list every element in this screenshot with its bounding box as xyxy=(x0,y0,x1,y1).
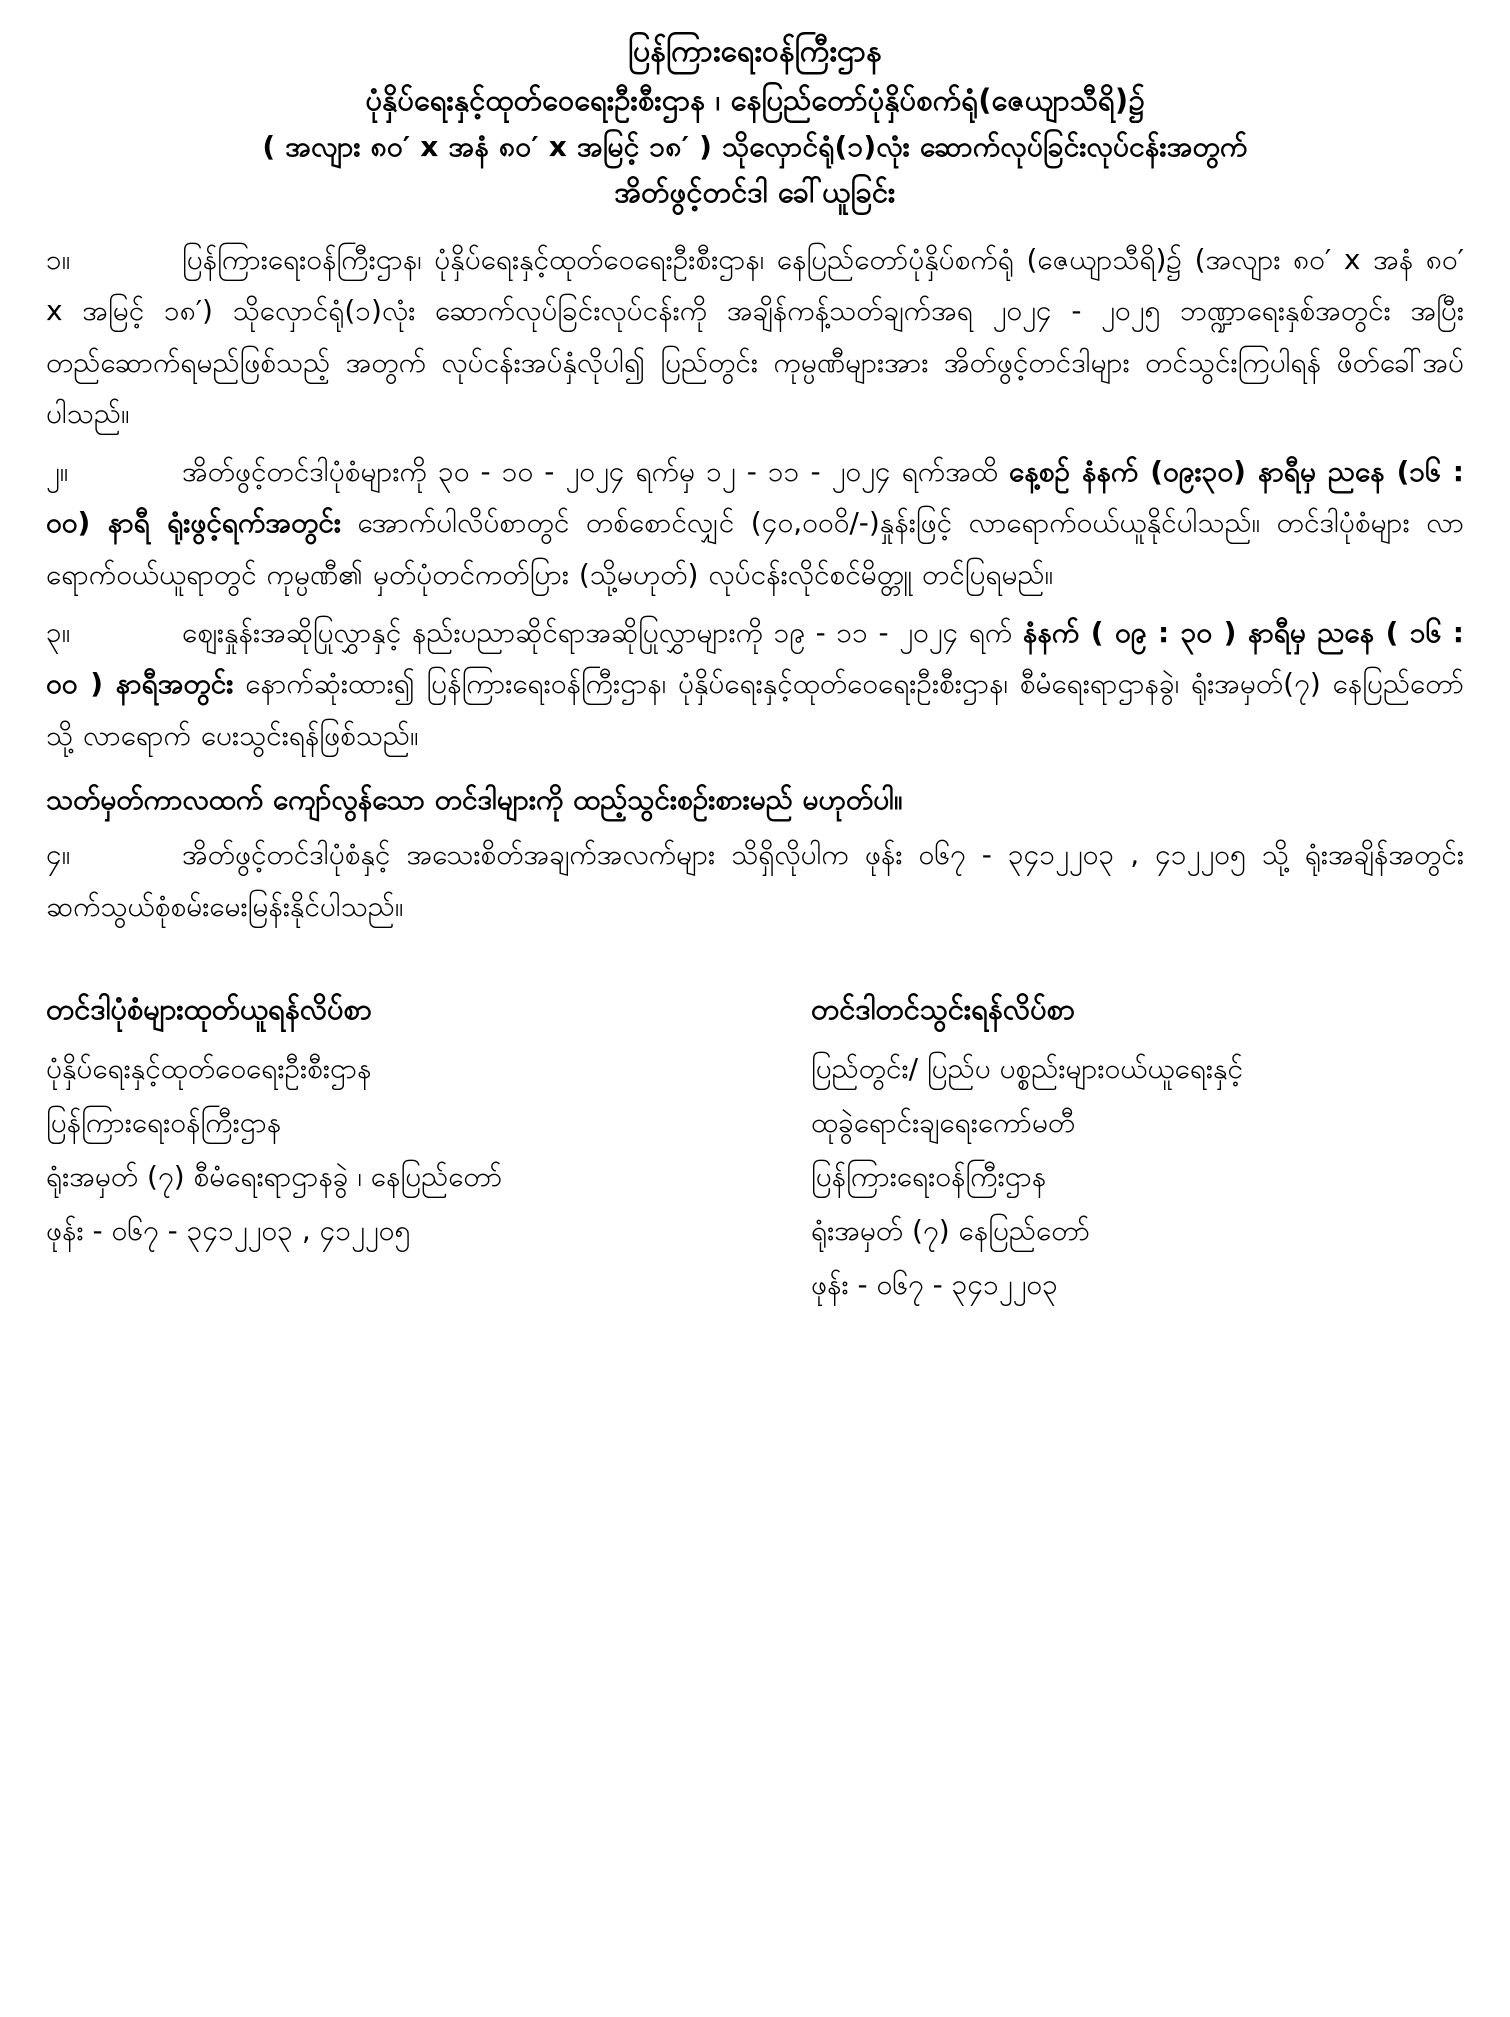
contact-right-phone: ဖုန်း - ၀၆၇ - ၃၄၁၂၂၀၃ xyxy=(811,1268,1058,1302)
contact-right-line-3: ပြန်ကြားရေးဝန်ကြီးဌာန xyxy=(811,1160,1047,1194)
paragraph-3-number: ၃။ xyxy=(46,615,71,649)
document-header xyxy=(46,28,1464,216)
header-line-department: ပုံနှိပ်ရေးနှင့်ထုတ်ဝေရေးဦးစီးဌာန ၊ နေပြည်တော်ပုံနှိပ်စက်ရုံ(ဇေယျာသီရိ)၌ xyxy=(365,82,1145,117)
paragraph-2 xyxy=(46,446,1464,601)
contact-right-line-1: ပြည်တွင်း/ ပြည်ပ ပစ္စည်းများဝယ်ယူရေးနှင့် xyxy=(811,1051,1244,1085)
contact-left-line-1: ပုံနှိပ်ရေးနှင့်ထုတ်ဝေရေးဦးစီးဌာန xyxy=(46,1051,372,1085)
paragraph-2-number: ၂။ xyxy=(46,454,69,488)
paragraph-3-segment-3: နောက်ဆုံးထား၍ ပြန်ကြားရေးဝန်ကြီးဌာန၊ ပုံနှိပ်ရေးနှင့်ထုတ်ဝေရေးဦးစီးဌာန၊ စီမံရေးရာဌာနခွဲ၊ ရုံးအမှတ်(၇) နေပြည်တော်သို့ လာရောက် ပေးသွင်းရန်ဖြစ်သည်။ xyxy=(46,667,1464,752)
contact-right-line-2: ထုခွဲရောင်းချရေးကော်မတီ xyxy=(811,1106,1076,1140)
header-line-title: အိတ်ဖွင့်တင်ဒါ ခေါ်ယူခြင်း xyxy=(614,174,896,209)
paragraph-2-segment-1: အိတ်ဖွင့်တင်ဒါပုံစံများကို ၃၀ - ၁၀ - ၂၀၂၄ ရက်မှ ၁၂ - ၁၁ - ၂၀၂၄ ရက်အထိ xyxy=(182,454,1010,488)
paragraph-3-segment-2-bold: နံနက် ( ၀၉ : ၃၀ ) နာရီမှ ညနေ ( ၁၆ : ၀၀ ) နာရီအတွင်း xyxy=(46,615,1464,701)
contacts-section xyxy=(46,986,1464,1315)
paragraph-4 xyxy=(46,829,1464,932)
paragraph-2-segment-3: အောက်ပါလိပ်စာတွင် တစ်စောင်လျှင် (၄၀,၀၀ဝိ/-)နှုန်းဖြင့် လာရောက်ဝယ်ယူနိုင်ပါသည်။ တင်ဒါပုံစံများ လာရောက်ဝယ်ယူရာတွင် ကုမ္ပဏီ၏ မှတ်ပုံတင်ကတ်ပြား (သို့မဟုတ်) လုပ်ငန်းလိုင်စင်မိတ္တူ တင်ပြရမည်။ xyxy=(46,506,1465,591)
paragraph-4-number: ၄။ xyxy=(46,838,71,872)
paragraph-3 xyxy=(46,607,1464,762)
contact-right-line-4: ရုံးအမှတ် (၇) နေပြည်တော် xyxy=(811,1214,1090,1248)
paragraph-2-segment-2-bold: နေ့စဉ် နံနက် (၀၉း၃၀) နာရီမှ ညနေ (၁၆ : ၀၀) နာရီ ရုံးဖွင့်ရက်အတွင်း xyxy=(46,454,1464,540)
contact-right-title: တင်ဒါတင်သွင်းရန်လိပ်စာ xyxy=(811,992,1075,1027)
paragraph-4-text: အိတ်ဖွင့်တင်ဒါပုံစံနှင့် အသေးစိတ်အချက်အလက်များ သိရှိလိုပါက ဖုန်း ၀၆၇ - ၃၄၁၂၂၀၃ , ၄၁၂၂၀၅ သို့ ရုံးအချိန်အတွင်း ဆက်သွယ်စုံစမ်းမေးမြန်းနိုင်ပါသည်။ xyxy=(46,838,1464,923)
header-line-ministry: ပြန်ကြားရေးဝန်ကြီးဌာန xyxy=(628,34,882,69)
paragraph-3-segment-1: ဈေးနှုန်းအဆိုပြုလွှာနှင့် နည်းပညာဆိုင်ရာအဆိုပြုလွှာများကို ၁၉ - ၁၁ - ၂၀၂၄ ရက် xyxy=(182,615,1023,649)
paragraph-1-number: ၁။ xyxy=(46,242,71,276)
header-line-dimensions: ( အလျား ၈၀′ x အနံ ၈၀′ x အမြင့် ၁၈′ ) သိုလှောင်ရုံ(၁)လုံး ဆောက်လုပ်ခြင်းလုပ်ငန်းအတွက် xyxy=(262,129,1248,163)
contact-block-collect-forms xyxy=(46,986,755,1315)
paragraph-1 xyxy=(46,234,1464,440)
deadline-notice: သတ်မှတ်ကာလထက် ကျော်လွန်သော တင်ဒါများကို ထည့်သွင်းစဉ်းစားမည် မဟုတ်ပါ။ xyxy=(46,783,903,817)
contact-left-line-3: ရုံးအမှတ် (၇) စီမံရေးရာဌာနခွဲ ၊ နေပြည်တော် xyxy=(46,1160,503,1194)
contact-block-submit-tender xyxy=(755,986,1464,1315)
contact-left-line-2: ပြန်ကြားရေးဝန်ကြီးဌာန xyxy=(46,1106,282,1140)
paragraph-1-text: ပြန်ကြားရေးဝန်ကြီးဌာန၊ ပုံနှိပ်ရေးနှင့်ထုတ်ဝေရေးဦးစီးဌာန၊ နေပြည်တော်ပုံနှိပ်စက်ရုံ (ဇေယျာသီရိ)၌ (အလျား ၈၀′ x အနံ ၈၀′ x အမြင့် ၁၈′) သိုလှောင်ရုံ(၁)လုံး ဆောက်လုပ်ခြင်းလုပ်ငန်းကို အချိန်ကန့်သတ်ချက်အရ ၂၀၂၄ - ၂၀၂၅ ဘဏ္ဍာရေးနှစ်အတွင်း အပြီးတည်ဆောက်ရမည်ဖြစ်သည့် အတွက် လုပ်ငန်းအပ်နှံလိုပါ၍ ပြည်တွင်း ကုမ္ပဏီများအား အိတ်ဖွင့်တင်ဒါများ တင်သွင်းကြပါရန် ဖိတ်ခေါ်အပ်ပါသည်။ xyxy=(46,242,1464,431)
document-body xyxy=(46,234,1464,933)
contact-left-title: တင်ဒါပုံစံများထုတ်ယူရန်လိပ်စာ xyxy=(46,992,372,1027)
contact-left-phone: ဖုန်း - ၀၆၇ - ၃၄၁၂၂၀၃ , ၄၁၂၂၀၅ xyxy=(46,1214,411,1248)
